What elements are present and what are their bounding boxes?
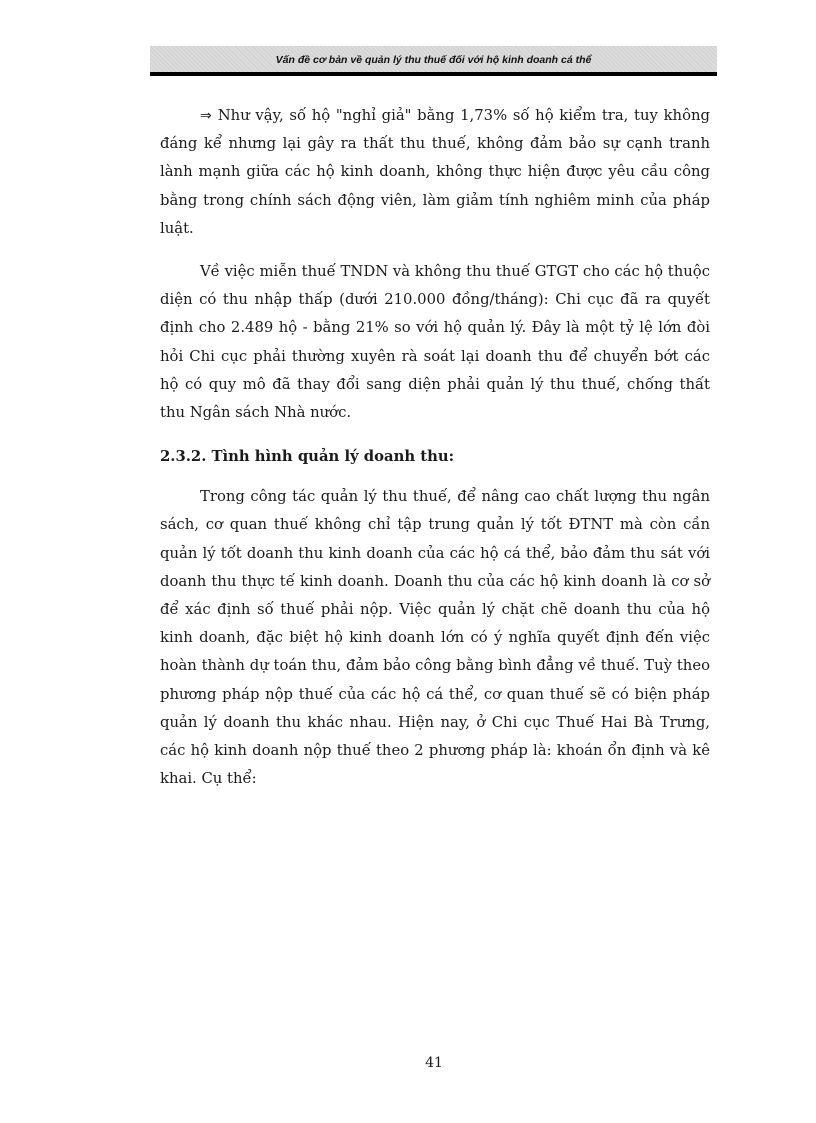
paragraph-tax-exemption: Về việc miễn thuế TNDN và không thu thuế GTGT cho các hộ thuộc diện có thu nhập thấp (dưới 210.000 đồng/tháng): Chi cục đã ra quyết định cho 2.489 hộ - bằng 21% so với hộ quản lý. Đây là một tỷ lệ lớn đòi hỏi Chi cục phải thường xuyên rà soát lại doanh thu để chuyển bớt các hộ có quy mô đã thay đổi sang diện phải quản lý thu thuế, chống thất thu Ngân sách Nhà nước. xyxy=(160,263,710,422)
paragraph-revenue-management: Trong công tác quản lý thu thuế, để nâng cao chất lượng thu ngân sách, cơ quan thuế không chỉ tập trung quản lý tốt ĐTNT mà còn cần quản lý tốt doanh thu kinh doanh của các hộ cá thể, bảo đảm thu sát với doanh thu thực tế kinh doanh. Doanh thu của các hộ kinh doanh là cơ sở để xác định số thuế phải nộp. Việc quản lý chặt chẽ doanh thu của hộ kinh doanh, đặc biệt hộ kinh doanh lớn có ý nghĩa quyết định đến việc hoàn thành dự toán thu, đảm bảo công bằng bình đẳng về thuế. Tuỳ theo phương pháp nộp thuế của các hộ cá thể, cơ quan thuế sẽ có biện pháp quản lý doanh thu khác nhau. Hiện nay, ở Chi cục Thuế Hai Bà Trưng, các hộ kinh doanh nộp thuế theo 2 phương pháp là: khoán ổn định và kê khai. Cụ thể: xyxy=(160,488,710,788)
paragraph-conclusion-text: Như vậy, số hộ "nghỉ giả" bằng 1,73% số hộ kiểm tra, tuy không đáng kể nhưng lại gây ra thất thu thuế, không đảm bảo sự cạnh tranh lành mạnh giữa các hộ kinh doanh, không thực hiện được yêu cầu công bằng trong chính sách động viên, làm giảm tính nghiêm minh của pháp luật. xyxy=(160,107,710,237)
paragraph-conclusion xyxy=(160,102,710,243)
page-number: 41 xyxy=(425,1055,443,1071)
page-body xyxy=(160,102,710,793)
right-double-arrow-icon: ⇒ xyxy=(200,108,212,124)
section-heading: 2.3.2. Tình hình quản lý doanh thu: xyxy=(160,448,455,466)
header-title: Vấn đề cơ bản về quản lý thu thuế đối với hộ kinh doanh cá thể xyxy=(275,54,592,66)
running-header xyxy=(150,46,717,76)
